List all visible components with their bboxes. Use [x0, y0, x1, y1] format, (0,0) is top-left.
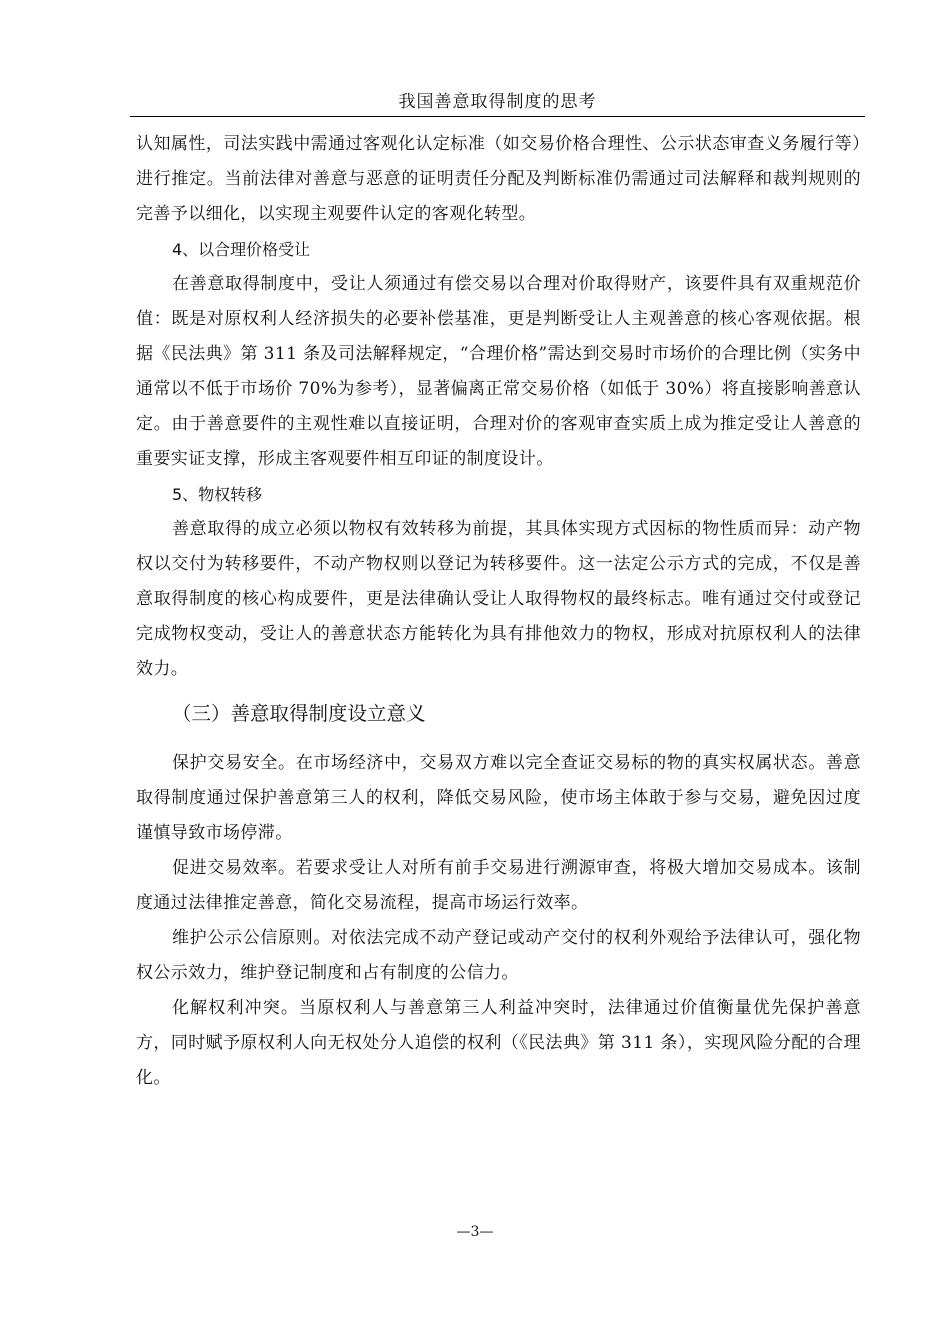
running-header: 我国善意取得制度的思考	[398, 92, 597, 112]
paragraph-public-credibility: 维护公示公信原则。对依法完成不动产登记或动产交付的权利外观给予法律认可，强化物权公示效力，维护登记制度和占有制度的公信力。	[136, 928, 861, 983]
paragraph-conflict-resolution: 化解权利冲突。当原权利人与善意第三人利益冲突时，法律通过价值衡量优先保护善意方，同时赋予原权利人向无权处分人追偿的权利（《民法典》第 311 条），实现风险分配的合理化。	[136, 998, 861, 1088]
paragraph-transaction-efficiency: 促进交易效率。若要求受让人对所有前手交易进行溯源审查，将极大增加交易成本。该制度通过法律推定善意，简化交易流程，提高市场运行效率。	[136, 858, 861, 913]
document-body	[136, 127, 861, 1096]
subheading-reasonable-price: 4、以合理价格受让	[172, 240, 311, 259]
paragraph-property-transfer: 善意取得的成立必须以物权有效转移为前提，其具体实现方式因标的物性质而异：动产物权以交付为转移要件，不动产物权则以登记为转移要件。这一法定公示方式的完成，不仅是善意取得制度的核心构成要件，更是法律确认受让人取得物权的最终标志。唯有通过交付或登记完成物权变动，受让人的善意状态方能转化为具有排他效力的物权，形成对抗原权利人的法律效力。	[136, 519, 861, 679]
paragraph-reasonable-price: 在善意取得制度中，受让人须通过有偿交易以合理对价取得财产，该要件具有双重规范价值：既是对原权利人经济损失的必要补偿基准，更是判断受让人主观善意的核心客观依据。根据《民法典》第 311 条及司法解释规定，“合理价格”需达到交易时市场价的合理比例（实务中通常以不低于市场价 70%为参考），显著偏离正常交易价格（如低于 30%）将直接影响善意认定。由于善意要件的主观性难以直接证明，合理对价的客观审查实质上成为推定受让人善意的重要实证支撑，形成主客观要件相互印证的制度设计。	[136, 274, 861, 469]
header-rule	[130, 116, 865, 117]
paragraph-intro: 认知属性，司法实践中需通过客观化认定标准（如交易价格合理性、公示状态审查义务履行等）进行推定。当前法律对善意与恶意的证明责任分配及判断标准仍需通过司法解释和裁判规则的完善予以细化，以实现主观要件认定的客观化转型。	[136, 134, 861, 224]
paragraph-transaction-safety: 保护交易安全。在市场经济中，交易双方难以完全查证交易标的物的真实权属状态。善意取得制度通过保护善意第三人的权利，降低交易风险，使市场主体敢于参与交易，避免因过度谨慎导致市场停滞。	[136, 753, 861, 843]
section-heading-significance: （三）善意取得制度设立意义	[172, 702, 426, 725]
page-number: —3—	[456, 1224, 494, 1240]
subheading-property-transfer: 5、物权转移	[172, 485, 263, 504]
